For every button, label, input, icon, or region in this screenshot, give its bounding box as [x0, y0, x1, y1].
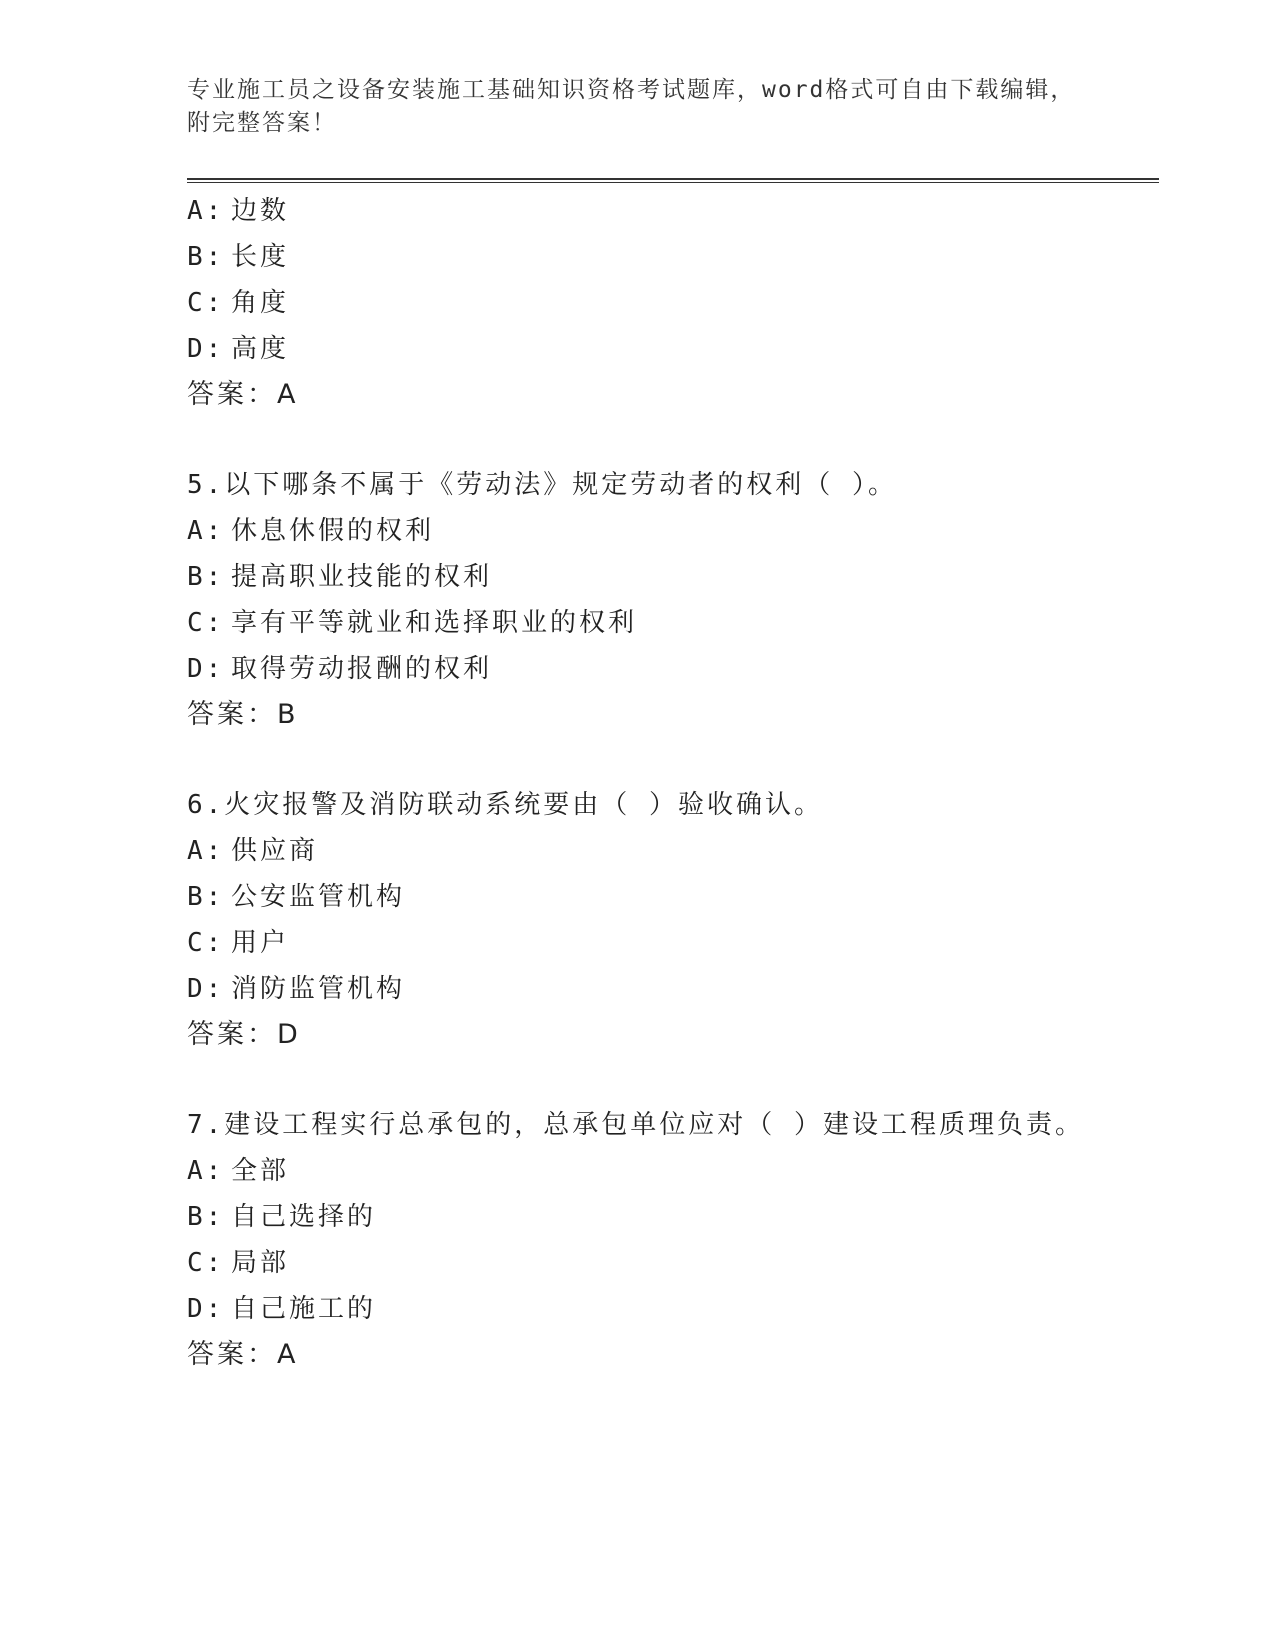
- option-text: 角度: [231, 288, 290, 318]
- option-d: [187, 646, 1157, 692]
- option-b: [187, 554, 1157, 600]
- answer-line: 答案：D: [187, 1019, 301, 1050]
- option-c: [187, 1240, 1157, 1286]
- option-text: 提高职业技能的权利: [231, 562, 493, 592]
- option-a: [187, 1148, 1157, 1194]
- question-stem: 6.火灾报警及消防联动系统要由（ ）验收确认。: [187, 790, 823, 820]
- option-b: [187, 234, 1157, 280]
- option-text: 休息休假的权利: [231, 516, 435, 546]
- option-text: 取得劳动报酬的权利: [231, 654, 493, 684]
- document-header: [187, 74, 1087, 140]
- header-line-2: 附完整答案！: [187, 110, 337, 136]
- option-c: [187, 280, 1157, 326]
- option-key: D:: [187, 974, 225, 1004]
- option-a: [187, 188, 1157, 234]
- spacer: [187, 1058, 1157, 1102]
- option-d: [187, 1286, 1157, 1332]
- option-text: 局部: [231, 1248, 290, 1278]
- option-key: B:: [187, 1202, 225, 1232]
- option-text: 长度: [231, 242, 290, 272]
- option-key: A:: [187, 836, 225, 866]
- option-c: [187, 600, 1157, 646]
- spacer: [187, 738, 1157, 782]
- option-text: 自己选择的: [231, 1202, 377, 1232]
- option-key: A:: [187, 1156, 225, 1186]
- option-key: C:: [187, 928, 225, 958]
- option-a: [187, 508, 1157, 554]
- option-text: 享有平等就业和选择职业的权利: [231, 608, 638, 638]
- option-text: 用户: [231, 928, 290, 958]
- question-block-7: [187, 1102, 1157, 1378]
- question-stem: 7.建设工程实行总承包的，总承包单位应对（ ）建设工程质理负责。: [187, 1110, 1084, 1140]
- option-key: D:: [187, 334, 225, 364]
- option-text: 消防监管机构: [231, 974, 406, 1004]
- option-key: A:: [187, 196, 225, 226]
- option-key: D:: [187, 1294, 225, 1324]
- answer-line: 答案：A: [187, 1339, 299, 1370]
- answer-line: 答案：A: [187, 379, 299, 410]
- answer-line: 答案：B: [187, 699, 299, 730]
- question-stem: 5.以下哪条不属于《劳动法》规定劳动者的权利（ ）。: [187, 470, 897, 500]
- header-divider: [187, 178, 1159, 183]
- option-key: D:: [187, 654, 225, 684]
- option-c: [187, 920, 1157, 966]
- option-text: 自己施工的: [231, 1294, 377, 1324]
- option-text: 边数: [231, 196, 290, 226]
- option-key: B:: [187, 882, 225, 912]
- document-body: [187, 188, 1157, 1378]
- option-key: C:: [187, 608, 225, 638]
- question-block-6: [187, 782, 1157, 1058]
- option-key: A:: [187, 516, 225, 546]
- option-text: 供应商: [231, 836, 319, 866]
- option-key: C:: [187, 1248, 225, 1278]
- option-key: C:: [187, 288, 225, 318]
- option-b: [187, 874, 1157, 920]
- header-line-1: 专业施工员之设备安装施工基础知识资格考试题库，word格式可自由下载编辑，: [187, 77, 1076, 103]
- option-key: B:: [187, 242, 225, 272]
- option-a: [187, 828, 1157, 874]
- option-d: [187, 966, 1157, 1012]
- question-block-4: [187, 188, 1157, 418]
- option-text: 高度: [231, 334, 290, 364]
- option-b: [187, 1194, 1157, 1240]
- question-block-5: [187, 462, 1157, 738]
- option-d: [187, 326, 1157, 372]
- option-text: 公安监管机构: [231, 882, 406, 912]
- option-text: 全部: [231, 1156, 290, 1186]
- option-key: B:: [187, 562, 225, 592]
- spacer: [187, 418, 1157, 462]
